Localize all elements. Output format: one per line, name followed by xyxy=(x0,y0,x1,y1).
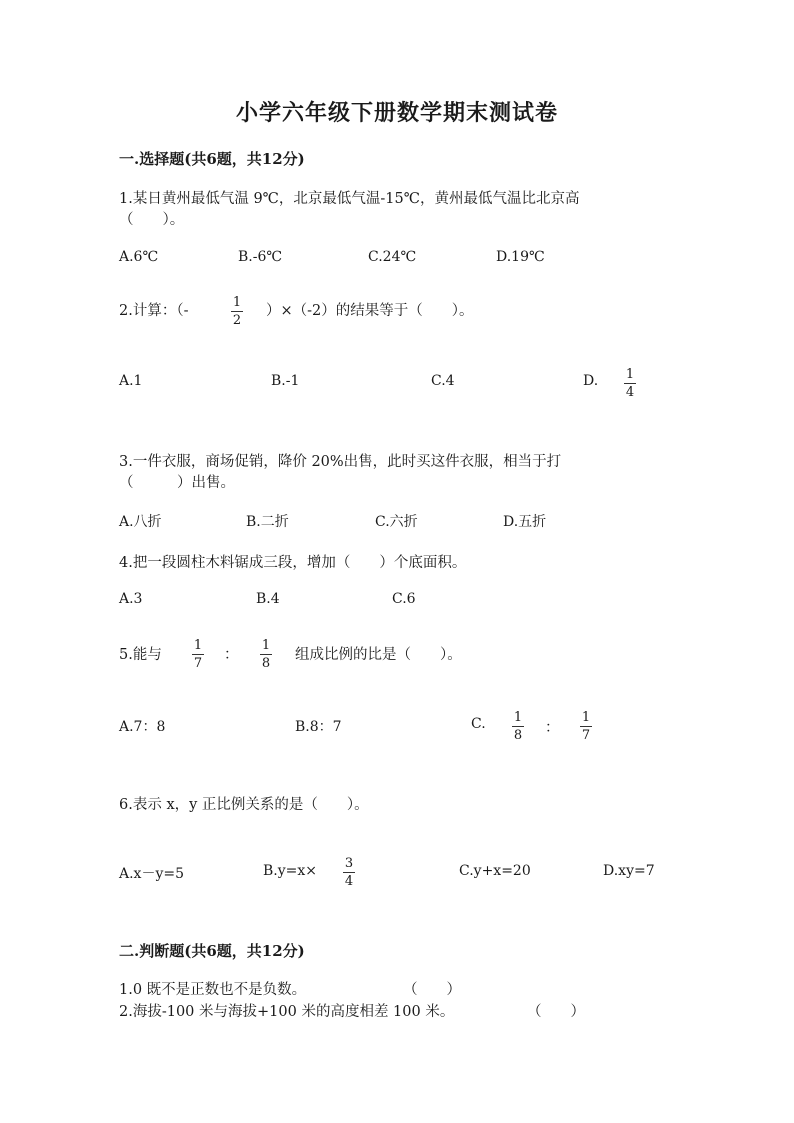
question-5-option-c: C. xyxy=(471,716,486,732)
question-2-fraction xyxy=(231,295,243,328)
section-heading-choice: 一.选择题(共6题，共12分) xyxy=(119,150,305,168)
fraction-bar xyxy=(343,872,355,873)
fraction-bar xyxy=(260,654,272,655)
question-4-option-c: C.6 xyxy=(392,591,416,607)
page-title: 小学六年级下册数学期末测试卷 xyxy=(235,100,558,126)
question-5-option-c-colon: ： xyxy=(545,720,560,736)
judgement-item-1-bracket: （ ） xyxy=(403,982,461,998)
fraction-denominator: 8 xyxy=(261,656,271,671)
question-4-option-a: A.3 xyxy=(119,591,143,607)
question-1-option-a: A.6℃ xyxy=(119,249,159,265)
question-6-text: 6.表示 x，y 正比例关系的是（ ）。 xyxy=(119,797,369,813)
fraction-denominator: 4 xyxy=(625,385,635,400)
question-2-option-a: A.1 xyxy=(119,373,143,389)
question-6-option-d: D.xy=7 xyxy=(603,863,655,879)
question-6-option-a: A.x－y=5 xyxy=(119,866,185,882)
fraction-denominator: 8 xyxy=(513,728,523,743)
question-5-option-b: B.8：7 xyxy=(295,719,342,735)
question-2-option-d: D. xyxy=(583,373,599,389)
fraction-bar xyxy=(624,383,636,384)
question-3-option-c: C.六折 xyxy=(375,514,418,530)
question-3-option-d: D.五折 xyxy=(503,514,547,530)
judgement-item-1-text: 1.0 既不是正数也不是负数。 xyxy=(119,982,307,998)
judgement-item-2-bracket: （ ） xyxy=(527,1004,585,1020)
question-5-option-c-fraction-1 xyxy=(512,710,524,743)
question-5-fraction-2 xyxy=(260,638,272,671)
question-5-colon: ： xyxy=(224,647,239,663)
question-1-option-b: B.-6℃ xyxy=(238,249,283,265)
fraction-denominator: 7 xyxy=(193,656,203,671)
fraction-numerator: 1 xyxy=(625,367,635,382)
fraction-denominator: 4 xyxy=(344,874,354,889)
fraction-numerator: 1 xyxy=(581,710,591,725)
question-5-suffix: 组成比例的比是（ ）。 xyxy=(295,647,462,663)
question-5-option-a: A.7：8 xyxy=(119,719,166,735)
question-2-option-b: B.-1 xyxy=(271,373,300,389)
question-6-option-c: C.y+x=20 xyxy=(459,863,531,879)
fraction-bar xyxy=(231,311,243,312)
question-4-option-b: B.4 xyxy=(256,591,280,607)
question-3-line-2: （ ）出售。 xyxy=(119,475,235,491)
question-6-option-b: B.y=x× xyxy=(263,863,318,879)
question-5-option-c-fraction-2 xyxy=(580,710,592,743)
fraction-numerator: 1 xyxy=(261,638,271,653)
fraction-bar xyxy=(512,726,524,727)
question-1-line-2: （ ）。 xyxy=(119,212,185,228)
fraction-numerator: 3 xyxy=(344,856,354,871)
question-4-text: 4.把一段圆柱木料锯成三段，增加（ ）个底面积。 xyxy=(119,555,467,571)
fraction-numerator: 1 xyxy=(232,295,242,310)
fraction-bar xyxy=(580,726,592,727)
question-3-line-1: 3.一件衣服，商场促销，降价 20%出售，此时买这件衣服，相当于打 xyxy=(119,454,562,470)
question-6-option-b-fraction xyxy=(343,856,355,889)
fraction-denominator: 2 xyxy=(232,313,242,328)
question-2-suffix: ）×（-2）的结果等于（ ）。 xyxy=(266,303,474,319)
question-5-fraction-1 xyxy=(192,638,204,671)
question-5-prefix: 5.能与 xyxy=(119,647,162,663)
question-2-option-d-fraction xyxy=(624,367,636,400)
fraction-denominator: 7 xyxy=(581,728,591,743)
question-2-option-c: C.4 xyxy=(431,373,455,389)
question-3-option-a: A.八折 xyxy=(119,514,162,530)
fraction-bar xyxy=(192,654,204,655)
section-heading-judgement: 二.判断题(共6题，共12分) xyxy=(119,942,305,960)
judgement-item-2-text: 2.海拔-100 米与海拔+100 米的高度相差 100 米。 xyxy=(119,1004,455,1020)
fraction-numerator: 1 xyxy=(193,638,203,653)
fraction-numerator: 1 xyxy=(513,710,523,725)
question-1-option-d: D.19℃ xyxy=(496,249,545,265)
question-2-prefix: 2.计算：（- xyxy=(119,303,189,319)
question-3-option-b: B.二折 xyxy=(246,514,289,530)
question-1-option-c: C.24℃ xyxy=(368,249,417,265)
question-1-line-1: 1.某日黄州最低气温 9℃，北京最低气温-15℃，黄州最低气温比北京高 xyxy=(119,191,580,207)
